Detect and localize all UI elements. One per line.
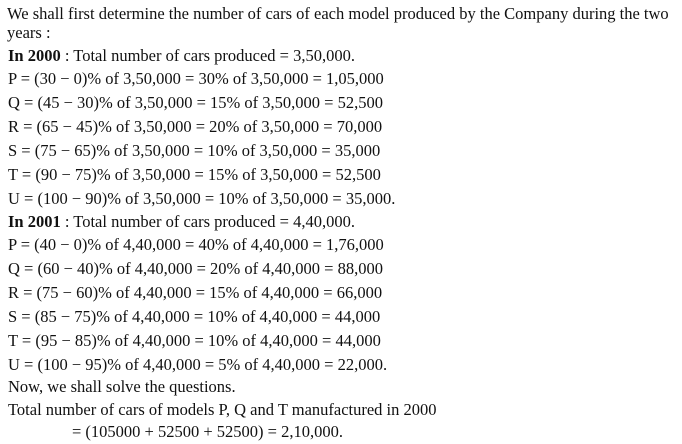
year-2001-heading [8, 211, 355, 233]
year-2000-label: In 2000 [8, 46, 61, 65]
calc-row-2001-p: P = (40 − 0)% of 4,40,000 = 40% of 4,40,000 = 1,76,000 [8, 235, 384, 254]
calc-row-2001-u: U = (100 − 95)% of 4,40,000 = 5% of 4,40,000 = 22,000. [8, 355, 388, 374]
year-2000-heading [8, 45, 355, 67]
answer-line: = (105000 + 52500 + 52500) = 2,10,000. [72, 422, 343, 441]
calc-row-2000-r: R = (65 − 45)% of 3,50,000 = 20% of 3,50,000 = 70,000 [8, 117, 383, 136]
calc-row-2000-s: S = (75 − 65)% of 3,50,000 = 10% of 3,50,000 = 35,000 [8, 141, 381, 160]
calc-row-2000-p: P = (30 − 0)% of 3,50,000 = 30% of 3,50,000 = 1,05,000 [8, 69, 384, 88]
intro-text: We shall first determine the number of cars of each model produced by the Company during the two years : [7, 4, 669, 42]
calc-row-2001-r: R = (75 − 60)% of 4,40,000 = 15% of 4,40,000 = 66,000 [8, 283, 383, 302]
calc-row-2001-t: T = (95 − 85)% of 4,40,000 = 10% of 4,40,000 = 44,000 [8, 331, 381, 350]
calc-row-2000-t: T = (90 − 75)% of 3,50,000 = 15% of 3,50,000 = 52,500 [8, 165, 381, 184]
calc-row-2000-q: Q = (45 − 30)% of 3,50,000 = 15% of 3,50,000 = 52,500 [8, 93, 383, 112]
calc-row-2001-s: S = (85 − 75)% of 4,40,000 = 10% of 4,40,000 = 44,000 [8, 307, 381, 326]
question-line: Total number of cars of models P, Q and T manufactured in 2000 [8, 400, 437, 419]
calc-row-2001-q: Q = (60 − 40)% of 4,40,000 = 20% of 4,40,000 = 88,000 [8, 259, 383, 278]
year-2000-total: : Total number of cars produced = 3,50,000. [60, 46, 355, 65]
year-2001-label: In 2001 [8, 212, 61, 231]
solve-intro-line: Now, we shall solve the questions. [8, 377, 236, 396]
year-2001-total: : Total number of cars produced = 4,40,000. [60, 212, 355, 231]
calc-row-2000-u: U = (100 − 90)% of 3,50,000 = 10% of 3,50,000 = 35,000. [8, 189, 396, 208]
